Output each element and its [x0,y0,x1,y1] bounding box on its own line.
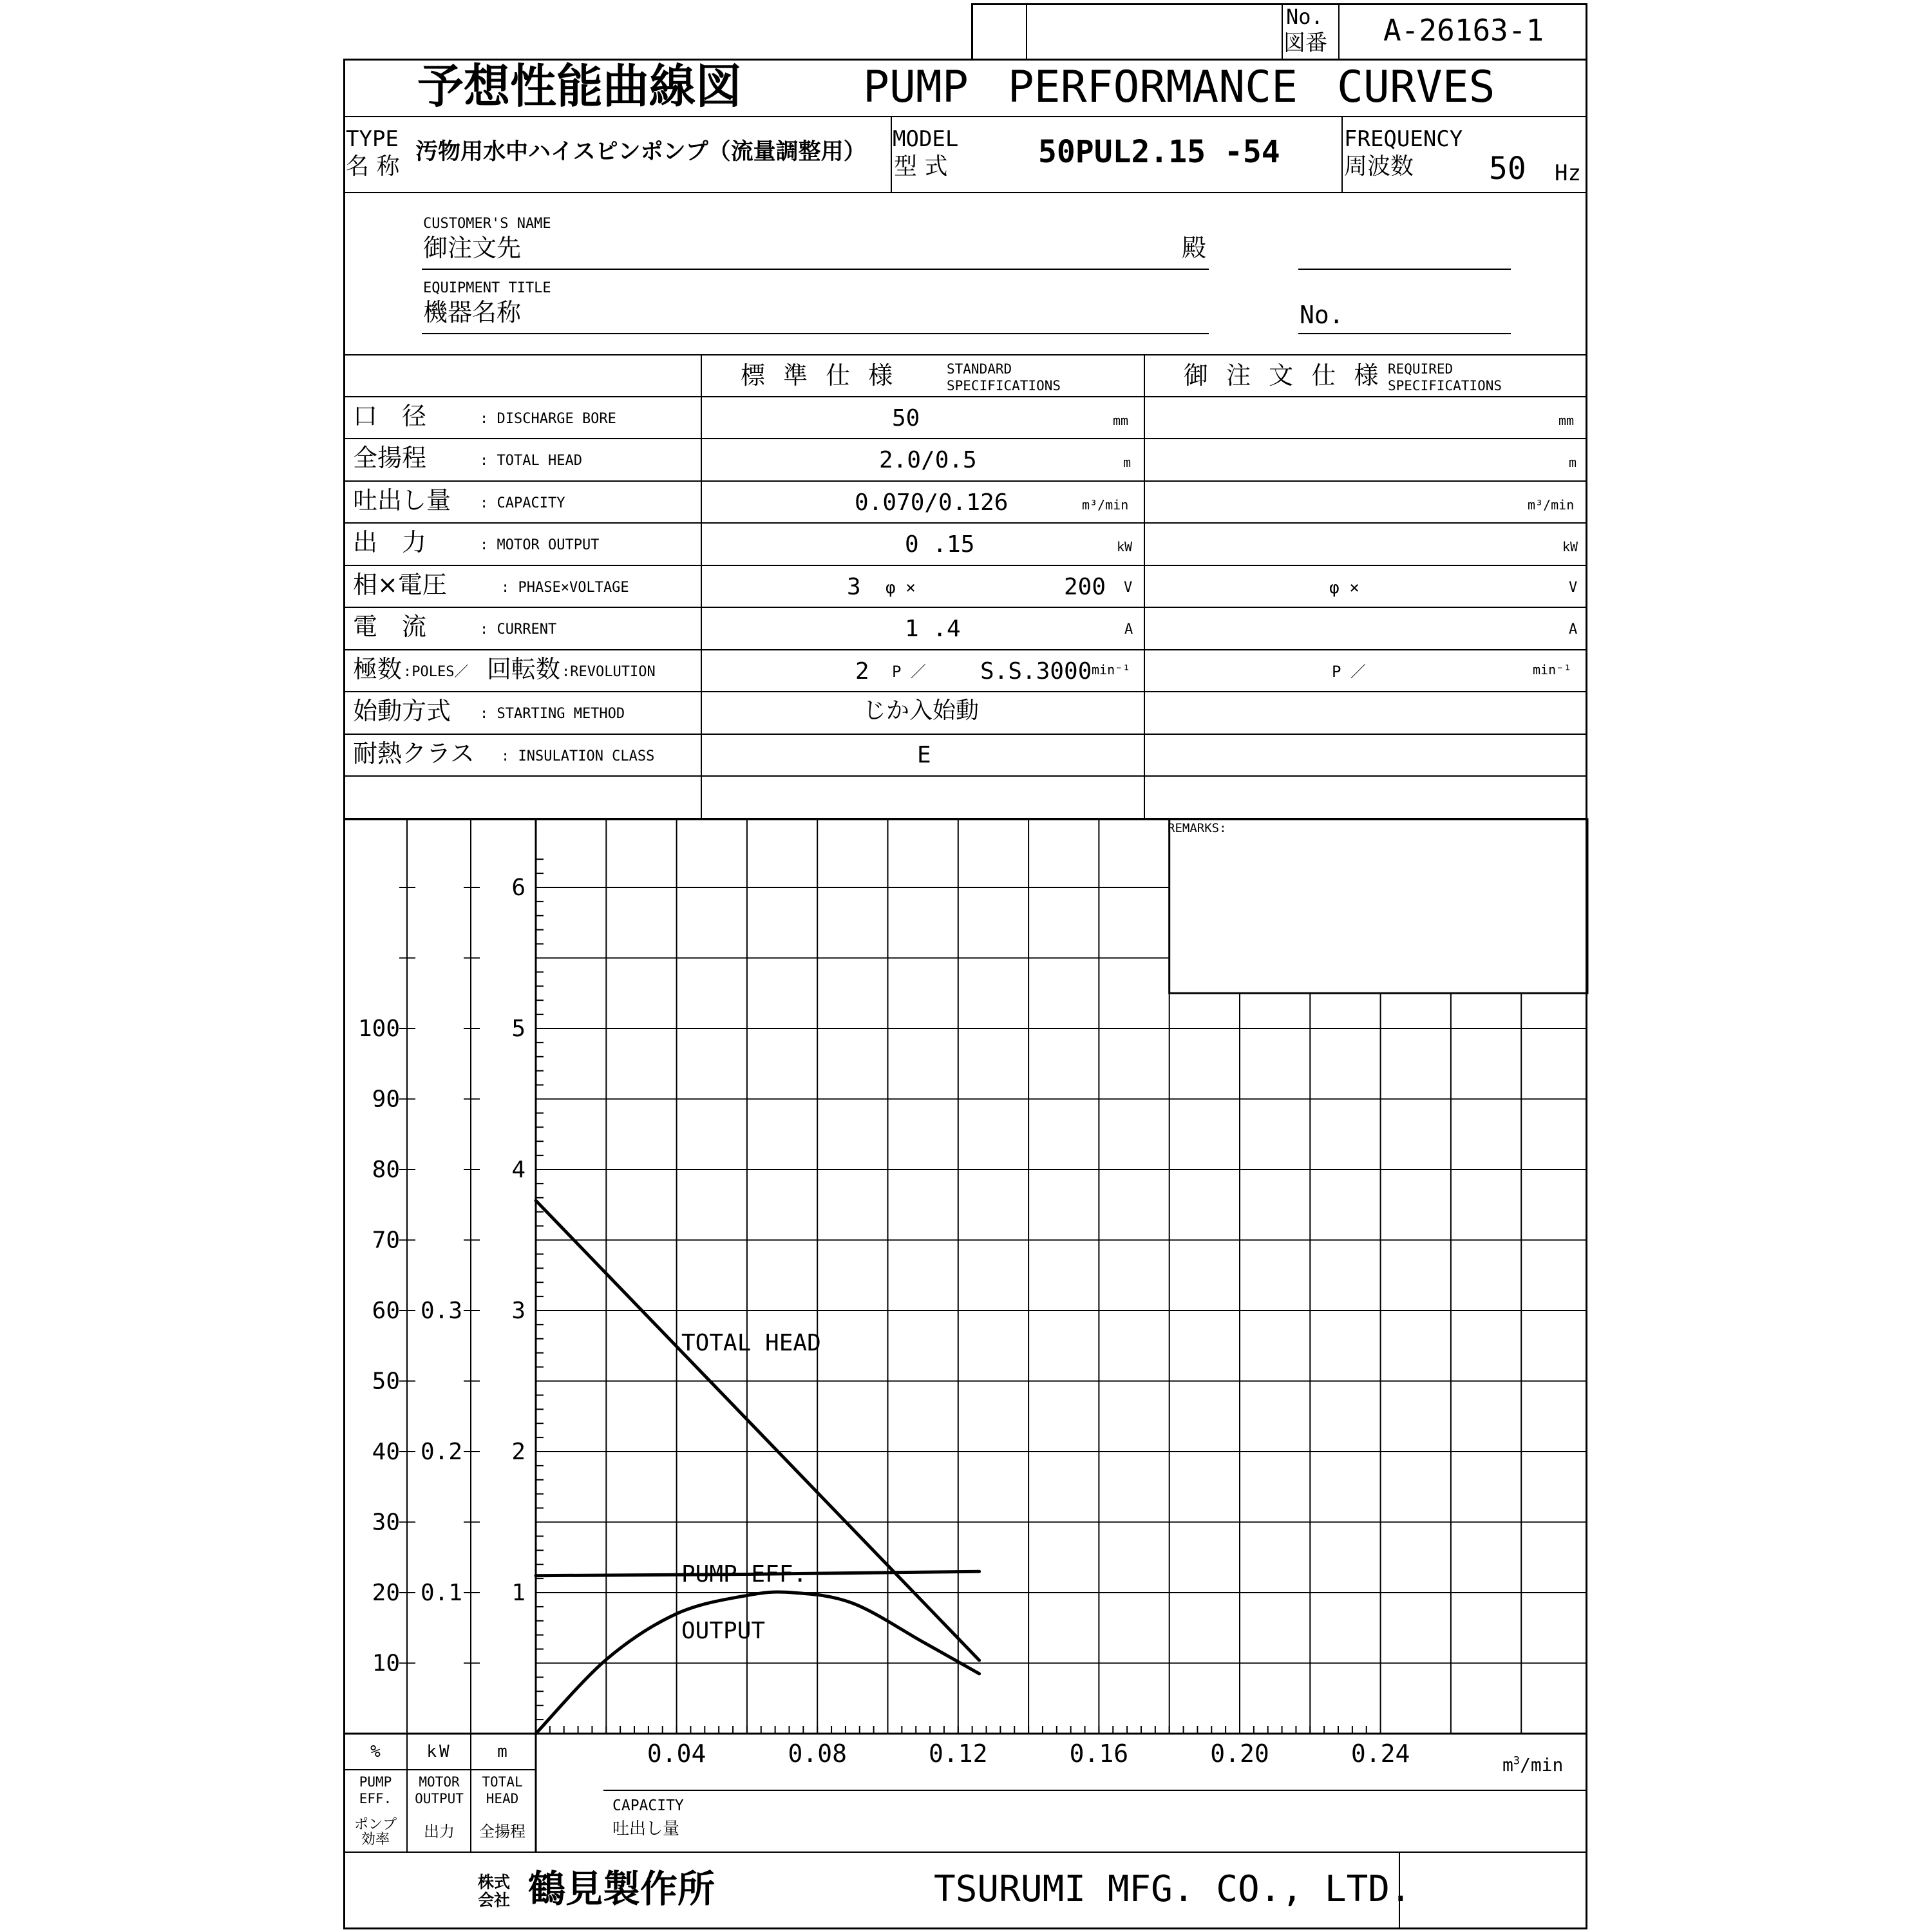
eff-axis-tick-label: 70 [372,1227,400,1254]
spec-label-jp: 耐熱クラス [353,739,475,768]
head-axis-tick-label: 2 [511,1439,526,1465]
remarks-label: REMARKS: [1168,821,1227,835]
title-en: PUMP PERFORMANCE CURVES [863,62,1495,113]
honorific: 殿 [1182,234,1207,262]
head-axis-title-en1: TOTAL [482,1774,523,1790]
spec-unit: min⁻¹ [1092,662,1131,677]
model-label-en: MODEL [893,126,959,152]
eff-axis-title-en2: EFF. [359,1791,392,1806]
spec-phase-symbol: φ × [886,578,916,598]
spec-label-en-2: :REVOLUTION [562,664,656,680]
eff-axis-tick-label: 50 [372,1368,400,1395]
output-axis-title-jp: 出力 [424,1823,455,1841]
eff-axis-tick-label: 20 [372,1580,400,1606]
required-phase-symbol: φ × [1329,578,1359,598]
spec-value: じか入始動 [863,697,980,724]
spec-unit: m³/min [1082,497,1129,513]
standard-spec-header-jp: 標 準 仕 様 [741,361,898,390]
required-unit: V [1569,580,1578,596]
capacity-axis-tick-label: 0.04 [647,1739,706,1768]
company-prefix-2: 会社 [478,1891,511,1909]
spec-label-en: :POLES／ [403,664,469,680]
kw-axis-unit: kW [426,1742,452,1761]
standard-spec-header-en1: STANDARD [947,361,1012,377]
total-head-curve [536,1200,980,1660]
equipment-no-label: No. [1300,301,1344,329]
spec-label-jp-2: 回転数 [487,655,561,683]
spec-value: 1 .4 [905,616,961,642]
spec-value: E [917,742,931,768]
spec-label-en: : CAPACITY [480,495,565,511]
spec-label-jp: 吐出し量 [353,486,451,515]
eff-axis-title-en1: PUMP [359,1774,392,1790]
head-axis-tick-label: 5 [511,1016,526,1042]
spec-value: 50 [892,405,920,431]
freq-value: 50 [1489,151,1526,187]
spec-value-voltage: 200 [1064,574,1106,600]
capacity-label-en: CAPACITY [612,1797,684,1814]
spec-label-jp: 極数 [353,655,402,683]
freq-label-en: FREQUENCY [1344,126,1463,152]
output-axis-tick-label: 0.1 [420,1580,462,1606]
model-label-jp: 型 式 [894,153,948,180]
required-unit: kW [1562,539,1578,554]
eff-axis-title-jp1: ポンプ [354,1817,397,1833]
head-axis-title-en2: HEAD [486,1791,519,1806]
output-axis-tick-label: 0.2 [420,1439,462,1465]
freq-label-jp: 周波数 [1344,153,1414,180]
required-spec-header-en2: SPECIFICATIONS [1388,378,1502,393]
standard-spec-header-en2: SPECIFICATIONS [947,378,1061,393]
company-prefix-1: 株式 [478,1873,511,1891]
eff-axis-tick-label: 30 [372,1509,400,1536]
spec-value-revolution: S.S.3000 [980,658,1092,685]
spec-label-jp: 始動方式 [353,697,451,725]
required-unit: mm [1558,413,1575,428]
spec-unit: kW [1117,539,1133,554]
required-unit: min⁻¹ [1533,662,1572,677]
type-label-jp: 名 称 [346,153,400,180]
eff-axis-tick-label: 100 [357,1016,400,1042]
spec-unit: mm [1113,413,1129,428]
equipment-label-jp: 機器名称 [423,298,522,327]
spec-value: 2.0/0.5 [879,447,977,473]
type-label-en: TYPE [346,126,399,152]
spec-label-jp: 出 力 [353,528,427,556]
head-axis-tick-label: 6 [511,875,526,901]
required-spec-header-en1: REQUIRED [1388,361,1454,377]
spec-value: 2 [855,658,869,685]
title-jp: 予想性能曲線図 [417,59,743,113]
spec-label-en: : TOTAL HEAD [480,453,582,469]
no-label-jp: 図番 [1283,30,1327,56]
company-name-en: TSURUMI MFG. CO., LTD. [934,1868,1412,1910]
eff-axis-tick-label: 60 [372,1298,400,1324]
eff-axis-unit: % [370,1742,381,1761]
spec-label-en: : STARTING METHOD [480,706,625,722]
spec-poles-unit: P ／ [892,663,926,681]
spec-unit: V [1124,580,1133,596]
spec-label-jp: 全揚程 [353,444,427,472]
capacity-axis-tick-label: 0.16 [1069,1739,1129,1768]
no-label-en: No. [1286,5,1323,29]
required-unit: A [1569,621,1578,638]
type-value: 汚物用水中ハイスピンポンプ（流量調整用） [415,139,866,165]
capacity-axis-tick-label: 0.08 [788,1739,847,1768]
head-axis-title-jp: 全揚程 [479,1823,526,1841]
head-axis-tick-label: 3 [511,1298,526,1324]
company-name-jp: 鶴見製作所 [528,1867,715,1911]
capacity-label-jp: 吐出し量 [612,1819,680,1839]
customer-label-en: CUSTOMER'S NAME [423,216,551,232]
spec-label-jp: 電 流 [353,612,427,641]
eff-axis-tick-label: 10 [372,1650,400,1677]
output-curve-label: OUTPUT [681,1618,766,1644]
freq-unit: Hz [1555,160,1581,186]
spec-value: 3 [847,574,861,600]
equipment-label-en: EQUIPMENT TITLE [423,280,551,296]
eff-axis-tick-label: 90 [372,1086,400,1113]
eff-axis-tick-label: 40 [372,1439,400,1465]
spec-unit: m [1123,455,1132,470]
spec-label-en: : CURRENT [480,621,557,638]
drawing-number: A-26163-1 [1383,13,1544,48]
spec-label-en: : INSULATION CLASS [501,748,655,764]
pump-eff-curve-label: PUMP EFF. [681,1561,808,1587]
output-axis-title-en1: MOTOR [419,1774,460,1790]
remarks-box [1170,819,1587,993]
required-spec-header-jp: 御 注 文 仕 様 [1184,361,1384,390]
eff-axis-title-jp2: 効率 [361,1832,390,1848]
total-head-curve-label: TOTAL HEAD [681,1330,821,1356]
m-axis-unit: m [497,1742,507,1761]
spec-value: 0 .15 [905,531,975,558]
required-unit: m [1569,455,1577,470]
head-axis-tick-label: 1 [511,1580,526,1606]
customer-label-jp: 御注文先 [423,234,522,262]
spec-value: 0.070/0.126 [855,489,1009,516]
capacity-axis-tick-label: 0.24 [1350,1739,1410,1768]
required-poles-unit: P ／ [1332,663,1366,681]
divider [343,1852,1587,1853]
spec-label-jp: 口 径 [353,402,427,430]
capacity-axis-tick-label: 0.20 [1210,1739,1269,1768]
eff-axis-tick-label: 80 [372,1157,400,1183]
x-axis-unit: $m^3/\min$ [1502,1754,1564,1776]
head-axis-tick-label: 4 [511,1157,526,1183]
output-axis-title-en2: OUTPUT [415,1791,464,1806]
spec-label-en: : DISCHARGE BORE [480,411,616,427]
spec-label-en: : PHASE×VOLTAGE [501,580,629,596]
model-value: 50PUL2.15 -54 [1038,134,1280,170]
spec-label-jp: 相×電圧 [353,571,447,599]
required-unit: m³/min [1528,497,1575,513]
spec-label-en: : MOTOR OUTPUT [480,537,600,553]
capacity-axis-tick-label: 0.12 [929,1739,988,1768]
spec-unit: A [1124,621,1133,638]
output-axis-tick-label: 0.3 [420,1298,462,1324]
